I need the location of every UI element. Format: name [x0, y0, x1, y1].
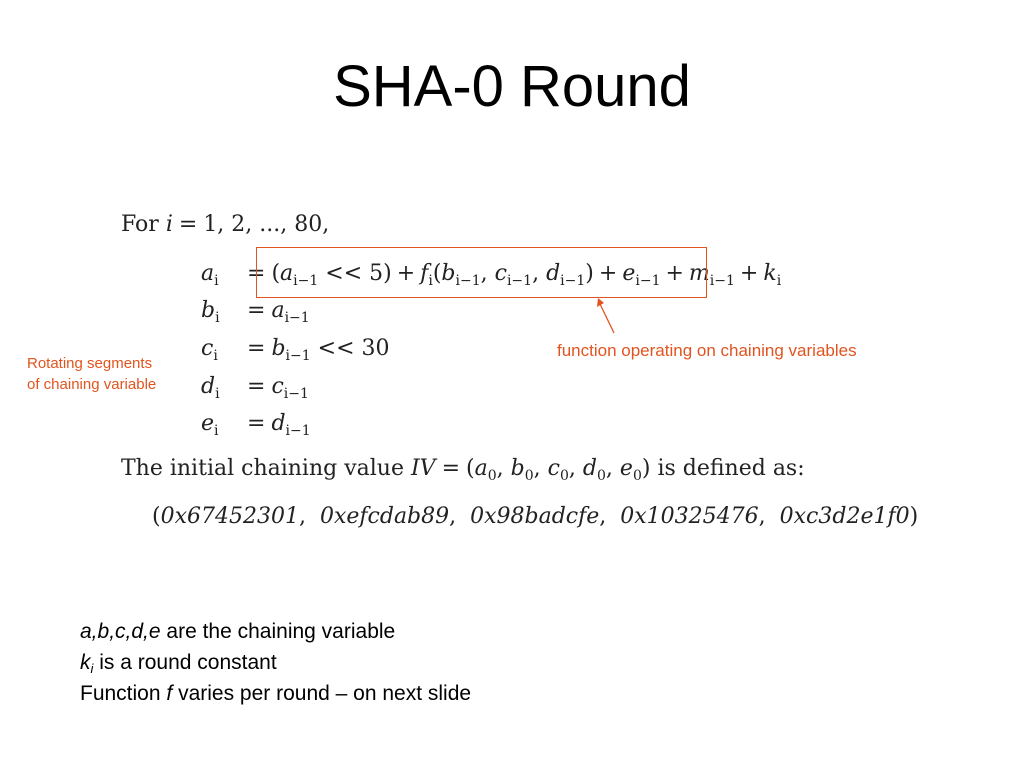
- loop-keyword: For: [121, 212, 159, 237]
- iv-symbol: IV: [410, 456, 436, 481]
- eq-a-term-m-sub: i−1: [709, 273, 735, 289]
- eq-b-lhs: b: [201, 298, 216, 323]
- iv-tuple-e-sub: 0: [632, 468, 642, 484]
- note-function-f: [80, 678, 471, 709]
- eq-e-lhs-sub: i: [214, 423, 219, 439]
- note-f: f: [166, 682, 173, 705]
- iv-definition: The initial chaining value IV = ($a_0$, $b_0$, $c_0$, $d_0$, $e_0$) is defined as:: [121, 456, 805, 484]
- eq-e-lhs: e: [201, 411, 215, 436]
- iv-defined-text: is defined as:: [657, 456, 805, 481]
- loop-header: For i = 1, 2, ..., 80,: [121, 212, 330, 237]
- iv-text: The initial chaining value: [121, 456, 404, 481]
- callout-arrow-line: [600, 304, 614, 333]
- eq-a-arg-c: c: [494, 261, 507, 286]
- eq-b-lhs-sub: i: [215, 310, 220, 326]
- iv-value-a: 0x67452301: [160, 504, 299, 529]
- equation-d: $d_i = c_{i-1}$: [201, 374, 309, 402]
- note-f-prefix: Function: [80, 682, 167, 705]
- eq-a-function-sub: i: [428, 273, 433, 289]
- iv-tuple-a-sub: 0: [487, 468, 497, 484]
- iv-value-b: 0xefcdab89: [319, 504, 450, 529]
- equation-a: $a_i = (a_{i-1} << 5) + f_i(b_{i-1}$, $c_{i-1}$, $d_{i-1}) + e_{i-1} + m_{i-1} + k_i$: [201, 261, 782, 289]
- iv-tuple-e: e: [619, 456, 633, 481]
- eq-c-rhs-sub: i−1: [285, 348, 311, 364]
- equation-b: $b_i = a_{i-1}$: [201, 298, 310, 326]
- note-round-constant: [80, 647, 471, 678]
- eq-d-rhs-sub: i−1: [283, 386, 309, 402]
- iv-values: (0x67452301, 0xefcdab89, 0x98badcfe, 0x10325476, 0xc3d2e1f0): [152, 504, 919, 529]
- eq-a-arg-c-sub: i−1: [506, 273, 533, 289]
- rotating-callout: [27, 353, 156, 395]
- equation-c: $c_i = b_{i-1} << 30$: [201, 336, 390, 364]
- note-k-text: is a round constant: [93, 651, 277, 674]
- equation-e: $e_i = d_{i-1}$: [201, 411, 311, 439]
- iv-tuple-b: b: [510, 456, 525, 481]
- eq-c-rhs: b: [271, 336, 286, 361]
- eq-e-rhs-sub: i−1: [285, 423, 311, 439]
- eq-a-arg-b: b: [441, 261, 456, 286]
- eq-c-lhs: c: [201, 336, 214, 361]
- eq-a-term-m: m: [688, 261, 710, 286]
- eq-b-rhs: a: [271, 298, 285, 323]
- eq-c-lhs-sub: i: [213, 348, 218, 364]
- eq-a-rot-var: a: [280, 261, 294, 286]
- iv-value-c: 0x98badcfe: [470, 504, 600, 529]
- iv-value-d: 0x10325476: [620, 504, 759, 529]
- note-chaining-variables: [80, 616, 471, 647]
- rotating-callout-line-2: of chaining variable: [27, 376, 157, 393]
- iv-tuple-d: d: [582, 456, 597, 481]
- eq-a-arg-b-sub: i−1: [455, 273, 481, 289]
- iv-tuple-c: c: [547, 456, 560, 481]
- eq-a-term-e-sub: i−1: [635, 273, 661, 289]
- eq-a-lhs-sub: i: [214, 273, 219, 289]
- eq-d-lhs: d: [201, 374, 216, 399]
- eq-a-rot-sub: i−1: [293, 273, 319, 289]
- note-k: k: [80, 651, 91, 674]
- function-highlight-box: [256, 247, 707, 298]
- iv-tuple-b-sub: 0: [524, 468, 534, 484]
- eq-a-rot-shift: << 5: [325, 261, 384, 286]
- note-vars: a,b,c,d,e: [80, 620, 161, 643]
- eq-e-rhs: d: [271, 411, 286, 436]
- eq-a-term-e: e: [622, 261, 636, 286]
- note-f-text: varies per round – on next slide: [172, 682, 472, 705]
- eq-a-term-k: k: [763, 261, 777, 286]
- iv-value-e: 0xc3d2e1f0: [779, 504, 910, 529]
- note-k-sub: i: [90, 661, 94, 676]
- eq-c-rotation: << 30: [317, 336, 390, 361]
- loop-range: 1, 2, ..., 80,: [203, 212, 330, 237]
- notes: [80, 616, 471, 709]
- eq-a-arg-d-sub: i−1: [560, 273, 586, 289]
- eq-d-rhs: c: [271, 374, 284, 399]
- eq-a-arg-d: d: [546, 261, 561, 286]
- loop-variable: i: [165, 212, 173, 237]
- iv-tuple-a: a: [474, 456, 488, 481]
- eq-d-lhs-sub: i: [215, 386, 220, 402]
- note-vars-text: are the chaining variable: [160, 620, 396, 643]
- eq-a-function: f: [420, 261, 429, 286]
- iv-tuple-d-sub: 0: [597, 468, 606, 484]
- eq-a-term-k-sub: i: [776, 273, 782, 289]
- callout-arrow-head: [597, 298, 604, 307]
- eq-b-rhs-sub: i−1: [284, 310, 310, 326]
- rotating-callout-line-1: Rotating segments: [27, 355, 153, 372]
- eq-a-lhs: a: [201, 261, 215, 286]
- function-callout: function operating on chaining variables: [557, 341, 857, 360]
- slide-title: SHA-0 Round: [333, 54, 691, 119]
- iv-tuple-c-sub: 0: [559, 468, 569, 484]
